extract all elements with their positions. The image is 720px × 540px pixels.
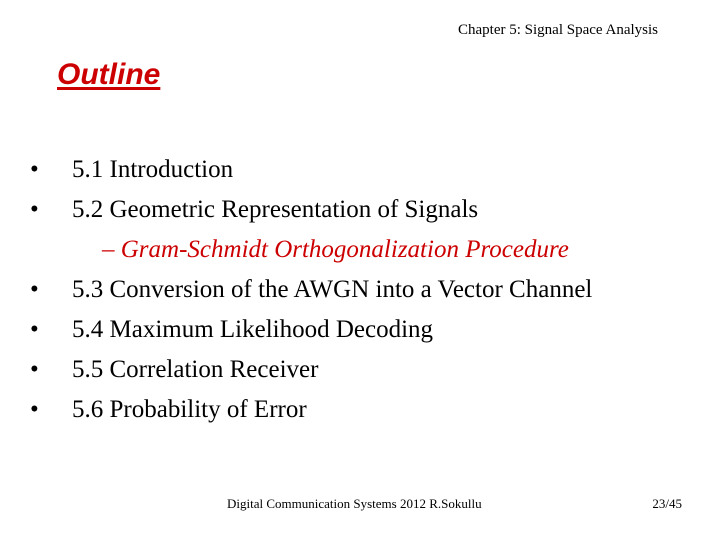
outline-item xyxy=(30,390,592,430)
slide-title: Outline xyxy=(57,58,161,91)
outline-subitem xyxy=(30,230,592,270)
outline-list xyxy=(30,150,592,430)
outline-item-label: 5.5 Correlation Receiver xyxy=(72,356,319,383)
outline-item xyxy=(30,350,592,390)
outline-item xyxy=(30,150,592,190)
outline-item-label: 5.6 Probability of Error xyxy=(72,396,307,423)
chapter-header: Chapter 5: Signal Space Analysis xyxy=(458,22,658,38)
outline-item xyxy=(30,270,592,310)
bullet-icon: • xyxy=(30,316,39,343)
footer-text: Digital Communication Systems 2012 R.Sokullu xyxy=(227,496,482,511)
outline-subitem-label: – Gram-Schmidt Orthogonalization Procedure xyxy=(102,236,569,263)
bullet-icon: • xyxy=(30,396,39,423)
bullet-icon: • xyxy=(30,196,39,223)
outline-item xyxy=(30,310,592,350)
outline-item-label: 5.1 Introduction xyxy=(72,156,234,183)
outline-item-label: 5.2 Geometric Representation of Signals xyxy=(72,196,479,223)
outline-item-label: 5.4 Maximum Likelihood Decoding xyxy=(72,316,434,343)
bullet-icon: • xyxy=(30,276,39,303)
outline-item xyxy=(30,190,592,230)
bullet-icon: • xyxy=(30,156,39,183)
outline-item-label: 5.3 Conversion of the AWGN into a Vector Channel xyxy=(72,276,593,303)
bullet-icon: • xyxy=(30,356,39,383)
page-number: 23/45 xyxy=(652,496,682,511)
